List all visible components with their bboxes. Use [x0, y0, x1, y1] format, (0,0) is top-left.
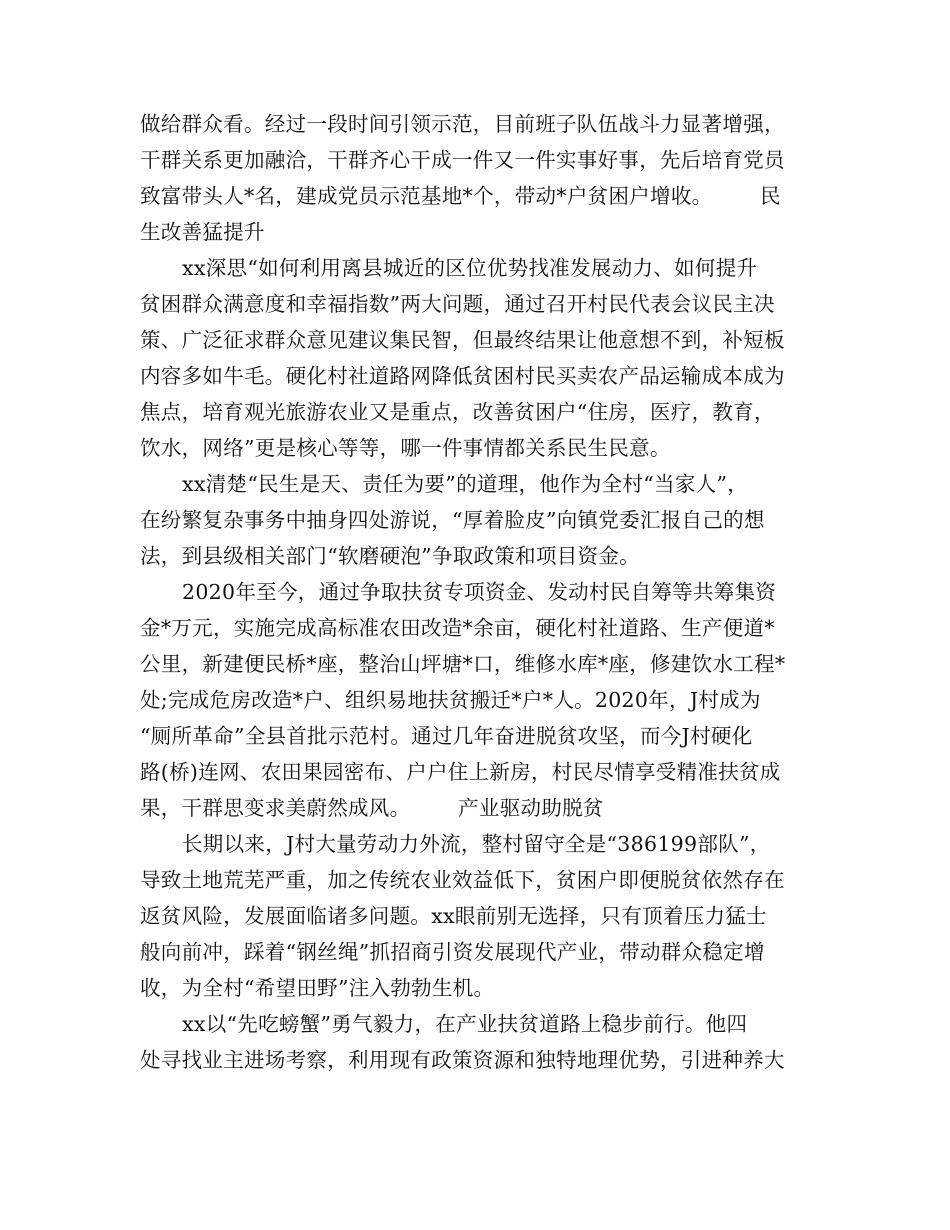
text-line: 致富带头人*名，建成党员示范基地*个，带动*户贫困户增收。 民: [140, 184, 781, 208]
text-line: 返贫风险，发展面临诸多问题。xx眼前别无选择，只有顶着压力猛士: [140, 904, 767, 928]
text-line: 处;完成危房改造*户、组织易地扶贫搬迁*户*人。2020年，J村成为: [140, 688, 761, 712]
text-line: 处寻找业主进场考察，利用现有政策资源和独特地理优势，引进种养大: [140, 1048, 785, 1072]
paragraph-first-line: 2020年至今，通过争取扶贫专项资金、发动村民自筹等共筹集资: [182, 580, 777, 604]
text-line: 策、广泛征求群众意见建议集民智，但最终结果让他意想不到，补短板: [140, 328, 785, 352]
text-line: 导致土地荒芜严重，加之传统农业效益低下，贫困户即便脱贫依然存在: [140, 868, 785, 892]
paragraph-first-line: xx深思“如何利用离县城近的区位优势找准发展动力、如何提升: [182, 256, 758, 280]
text-line: 金*万元，实施完成高标准农田改造*余亩，硬化村社道路、生产便道*: [140, 616, 775, 640]
text-line: 做给群众看。经过一段时间引领示范，目前班子队伍战斗力显著增强，: [140, 112, 785, 136]
text-line: 生改善猛提升: [140, 220, 265, 244]
text-line: 饮水，网络”更是核心等等，哪一件事情都关系民生民意。: [140, 436, 671, 460]
text-line: 公里，新建便民桥*座，整治山坪塘*口，维修水库*座，修建饮水工程*: [140, 652, 786, 676]
text-line: 果，干群思变求美蔚然成风。 产业驱动助脱贫: [140, 796, 604, 820]
paragraph-first-line: 长期以来，J村大量劳动力外流，整村留守全是“386199部队”，: [182, 832, 771, 856]
document-page: [140, 106, 830, 1078]
text-line: 在纷繁复杂事务中抽身四处游说，“厚着脸皮”向镇党委汇报自己的想: [140, 508, 765, 532]
paragraph-first-line: xx清楚“民生是天、责任为要”的道理，他作为全村“当家人”，: [182, 472, 749, 496]
text-line: 焦点，培育观光旅游农业又是重点，改善贫困户“住房，医疗，教育，: [140, 400, 775, 424]
text-line: 路(桥)连网、农田果园密布、户户住上新房，村民尽情享受精准扶贫成: [140, 760, 781, 784]
text-line: 贫困群众满意度和幸福指数”两大问题，通过召开村民代表会议民主决: [140, 292, 775, 316]
text-line: 般向前冲，踩着“钢丝绳”抓招商引资发展现代产业，带动群众稳定增: [140, 940, 765, 964]
text-line: 法，到县级相关部门“软磨硬泡”争取政策和项目资金。: [140, 544, 640, 568]
text-line: “厕所革命”全县首批示范村。通过几年奋进脱贫攻坚，而今J村硬化: [140, 724, 753, 748]
paragraph-first-line: xx以“先吃螃蟹”勇气毅力，在产业扶贫道路上稳步前行。他四: [182, 1012, 748, 1036]
text-line: 内容多如牛毛。硬化村社道路网降低贫困村民买卖农产品运输成本成为: [140, 364, 785, 388]
text-line: 干群关系更加融洽，干群齐心干成一件又一件实事好事，先后培育党员: [140, 148, 785, 172]
text-line: 收，为全村“希望田野”注入勃勃生机。: [140, 976, 495, 1000]
